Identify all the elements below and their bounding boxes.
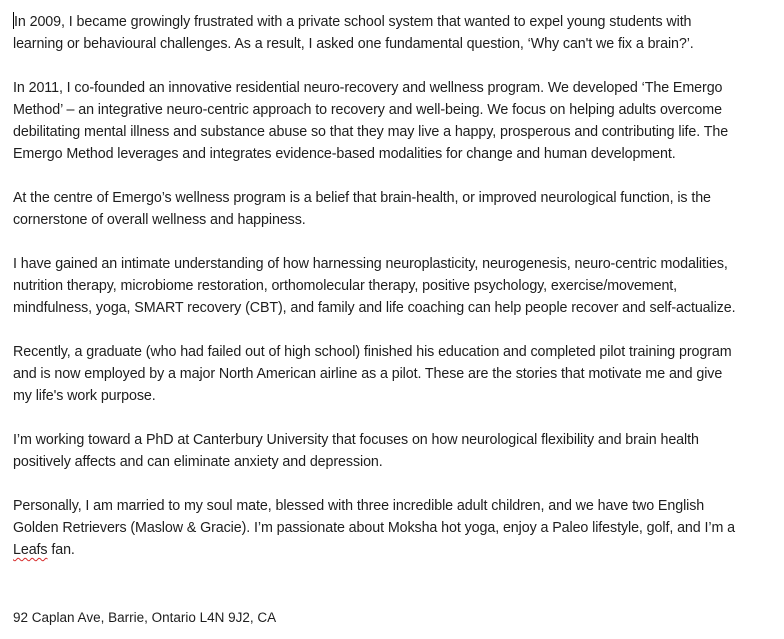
spellcheck-flagged-word[interactable]: Leafs (13, 542, 48, 558)
text-line: In 2011, I co-founded an innovative residential neuro-recovery and wellness program. We developed ‘The Emergo (13, 80, 723, 96)
paragraph-brain-health[interactable] (13, 187, 777, 231)
document-body[interactable] (13, 11, 777, 583)
text-line: Golden Retrievers (Maslow & Gracie). I’m passionate about Moksha hot yoga, enjoy a Paleo lifestyle, golf, and I’m a (13, 520, 735, 536)
text-line: cornerstone of overall wellness and happiness. (13, 212, 306, 228)
text-line: debilitating mental illness and substance abuse so that they may live a happy, prosperous and contributing life. The (13, 124, 729, 140)
text-line: Recently, a graduate (who had failed out of high school) finished his education and completed pilot training program (13, 344, 732, 360)
text-line: positively affects and can eliminate anxiety and depression. (13, 454, 383, 470)
paragraph-phd[interactable] (13, 429, 777, 473)
text-line: my life's work purpose. (13, 388, 156, 404)
text-line: Personally, I am married to my soul mate, blessed with three incredible adult children, and we have two English (13, 498, 705, 514)
paragraph-understanding[interactable] (13, 253, 777, 319)
address-line: 92 Caplan Ave, Barrie, Ontario L4N 9J2, CA (13, 610, 277, 625)
text-line: and is now employed by a major North American airline as a pilot. These are the stories that motivate me and give (13, 366, 723, 382)
text-line (13, 11, 777, 33)
text-line: mindfulness, yoga, SMART recovery (CBT), and family and life coaching can help people recover and self-actualize. (13, 300, 736, 316)
text-line: learning or behavioural challenges. As a result, I asked one fundamental question, ‘Why can't we fix a brain?’. (13, 36, 694, 52)
text-line: nutrition therapy, microbiome restoration, orthomolecular therapy, positive psychology, exercise/movement, (13, 278, 678, 294)
text-line: Emergo Method leverages and integrates evidence-based modalities for change and human development. (13, 146, 676, 162)
text-line-content: fan. (47, 542, 75, 558)
text-line: Method’ – an integrative neuro-centric approach to recovery and well-being. We focus on helping adults overcome (13, 102, 722, 118)
text-line (13, 539, 777, 561)
paragraph-graduate-story[interactable] (13, 341, 777, 407)
text-line: I have gained an intimate understanding of how harnessing neuroplasticity, neurogenesis, neuro-centric modalities, (13, 256, 728, 272)
text-line: At the centre of Emergo’s wellness program is a belief that brain-health, or improved neurological function, is the (13, 190, 711, 206)
paragraph-personal[interactable] (13, 495, 777, 561)
text-line-content: In 2009, I became growingly frustrated with a private school system that wanted to expel young students with (14, 14, 692, 30)
text-line: I’m working toward a PhD at Canterbury University that focuses on how neurological flexibility and brain health (13, 432, 699, 448)
paragraph-emergo-method[interactable] (13, 77, 777, 165)
paragraph-intro[interactable] (13, 11, 777, 55)
